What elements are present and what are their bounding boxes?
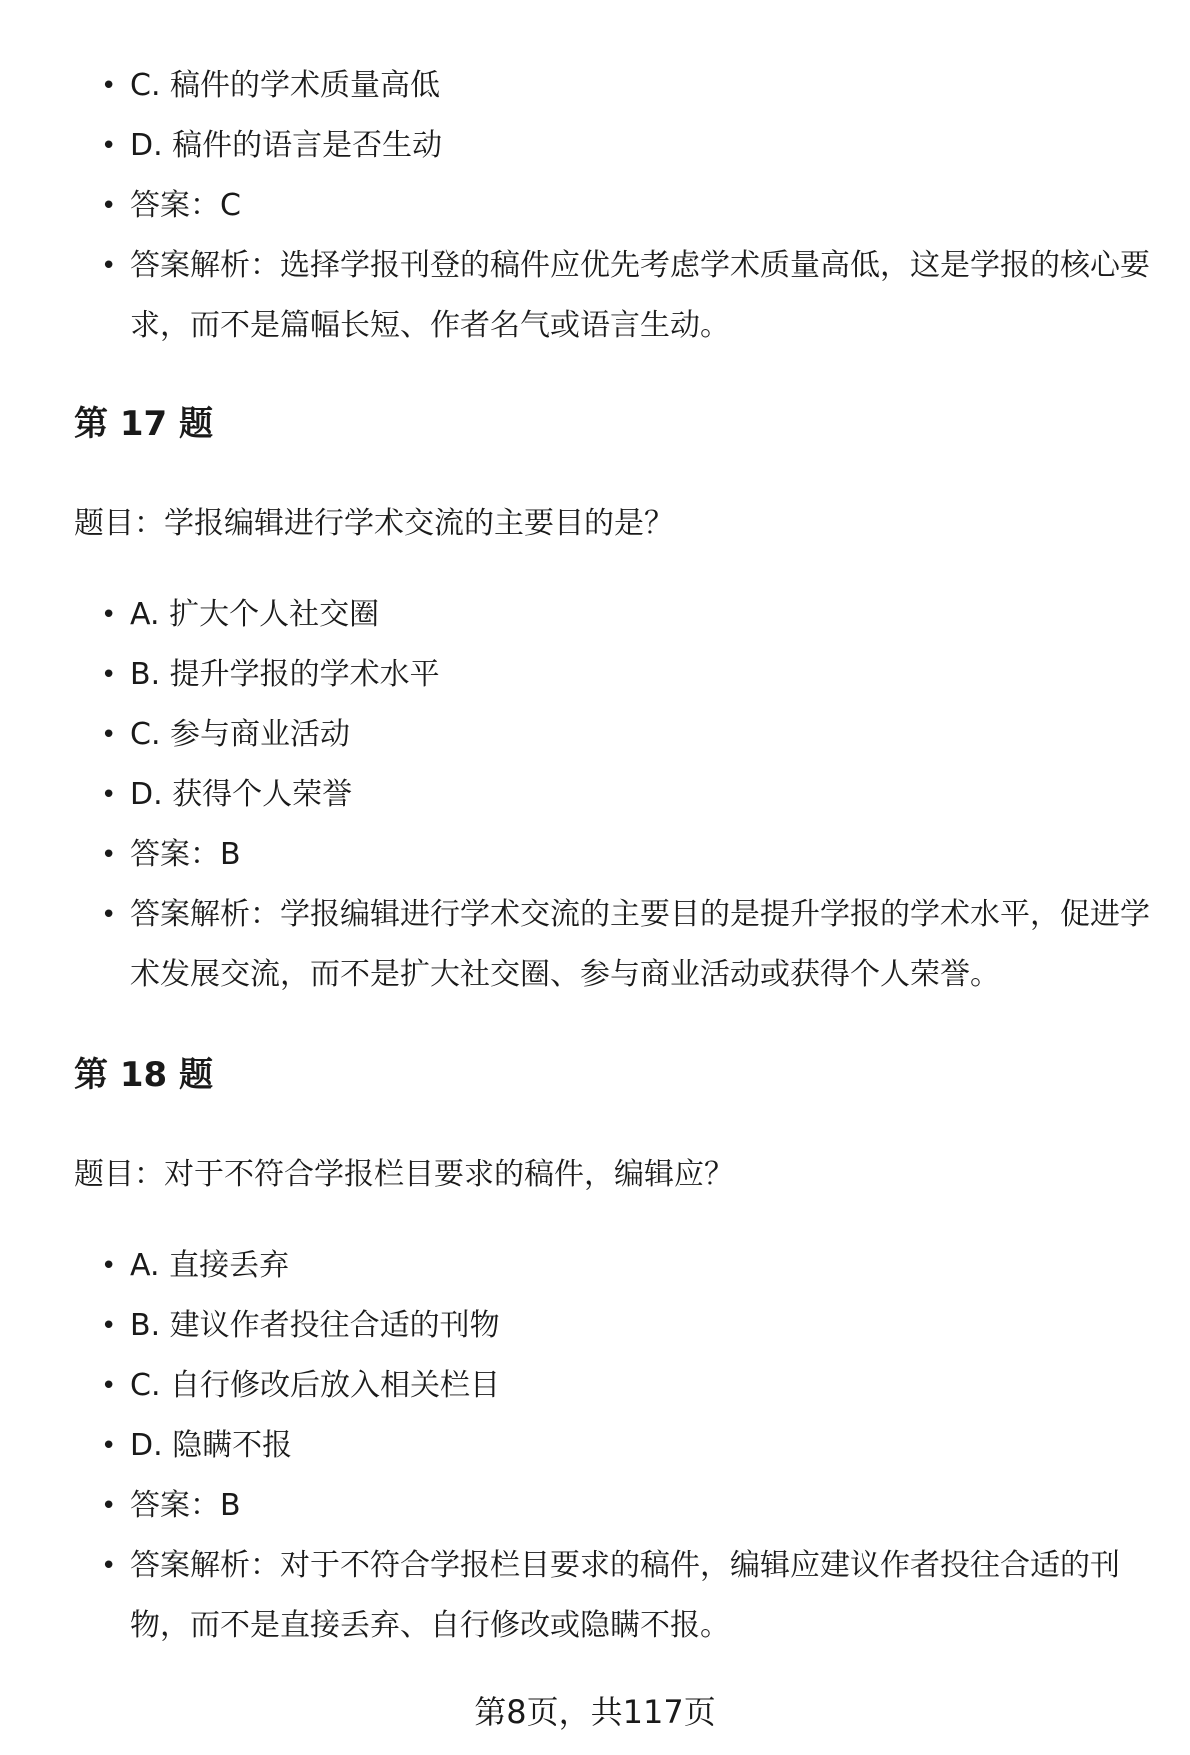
bullet-icon: • [101,1311,117,1341]
list-item: • 答案：B [0,1476,1190,1536]
list-item: • 答案：B [0,825,1190,885]
list-item: • C. 自行修改后放入相关栏目 [0,1356,1190,1416]
list-item: • C. 稿件的学术质量高低 [0,56,1190,116]
bullet-icon: • [101,840,117,870]
bullet-icon: • [101,1431,117,1461]
bullet-icon: • [101,1371,117,1401]
list-item: • 答案：C [0,176,1190,236]
q18-option-list [0,1236,1190,1656]
list-item: • 答案解析：对于不符合学报栏目要求的稿件，编辑应建议作者投往合适的刊物，而不是直接丢弃、自行修改或隐瞒不报。 [0,1536,1190,1656]
question-heading: 第 17 题 [74,404,213,444]
bullet-icon: • [101,131,117,161]
bullet-icon: • [101,720,117,750]
bullet-icon: • [101,780,117,810]
q16-option-list [0,56,1190,356]
list-item: • B. 提升学报的学术水平 [0,645,1190,705]
list-item: • C. 参与商业活动 [0,705,1190,765]
question-text: 题目：学报编辑进行学术交流的主要目的是？ [74,506,674,541]
q17-option-list [0,585,1190,1005]
bullet-icon: • [101,191,117,221]
list-item: • D. 获得个人荣誉 [0,765,1190,825]
list-item: • 答案解析：选择学报刊登的稿件应优先考虑学术质量高低，这是学报的核心要求，而不是篇幅长短、作者名气或语言生动。 [0,236,1190,356]
list-item: • A. 扩大个人社交圈 [0,585,1190,645]
list-item: • 答案解析：学报编辑进行学术交流的主要目的是提升学报的学术水平，促进学术发展交流，而不是扩大社交圈、参与商业活动或获得个人荣誉。 [0,885,1190,1005]
bullet-icon: • [101,251,117,281]
bullet-icon: • [101,71,117,101]
bullet-icon: • [101,1251,117,1281]
page-number: 第8页，共117页 [474,1693,716,1731]
bullet-icon: • [101,1551,117,1581]
bullet-icon: • [101,1491,117,1521]
list-item: • D. 稿件的语言是否生动 [0,116,1190,176]
question-heading: 第 18 题 [74,1055,213,1095]
bullet-icon: • [101,600,117,630]
bullet-icon: • [101,660,117,690]
list-item: • B. 建议作者投往合适的刊物 [0,1296,1190,1356]
bullet-icon: • [101,900,117,930]
question-text: 题目：对于不符合学报栏目要求的稿件，编辑应？ [74,1157,734,1192]
list-item: • D. 隐瞒不报 [0,1416,1190,1476]
list-item: • A. 直接丢弃 [0,1236,1190,1296]
